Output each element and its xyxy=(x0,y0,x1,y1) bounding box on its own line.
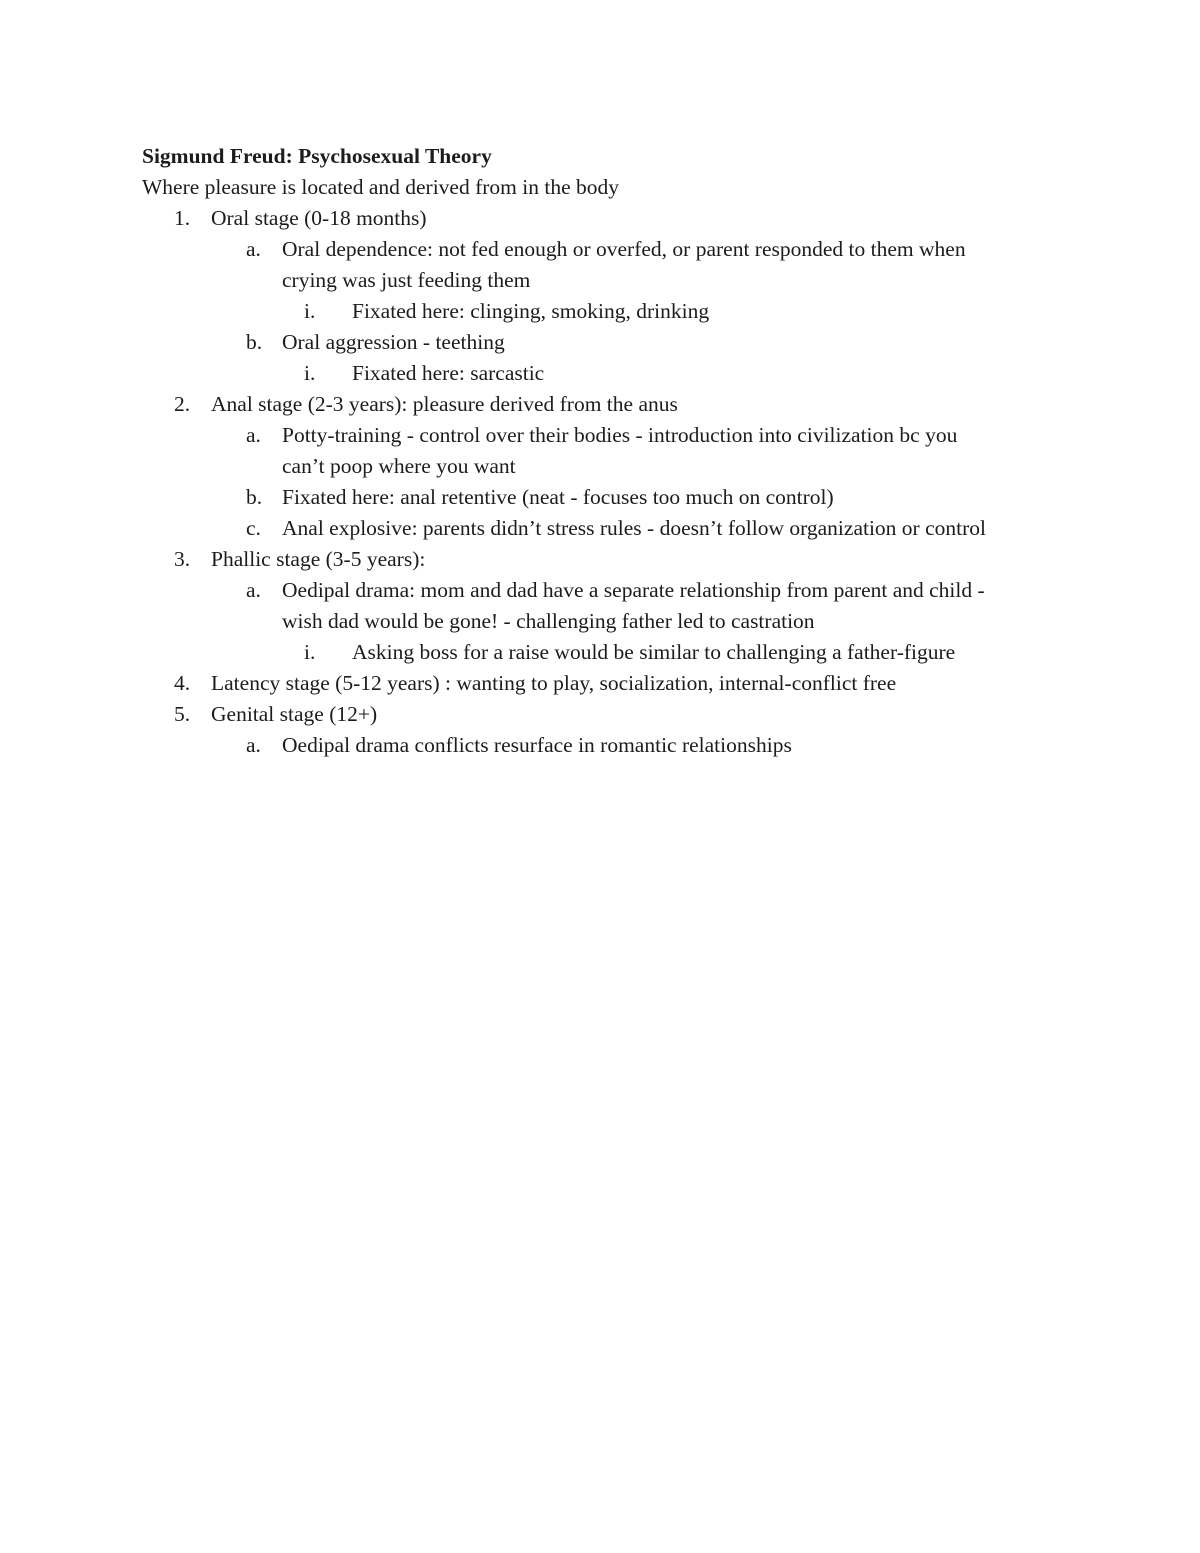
list-marker: 4. xyxy=(174,671,191,695)
list-item: Oral aggression - teething xyxy=(282,330,505,354)
list-item: Oral dependence: not fed enough or overfed, or parent responded to them when xyxy=(282,237,966,261)
list-marker: a. xyxy=(246,237,261,261)
list-item: Anal explosive: parents didn’t stress rules - doesn’t follow organization or control xyxy=(282,516,986,540)
list-item: Latency stage (5-12 years) : wanting to play, socialization, internal-conflict free xyxy=(211,671,897,695)
list-item: Anal stage (2-3 years): pleasure derived from the anus xyxy=(211,392,678,416)
list-item: Genital stage (12+) xyxy=(211,702,378,726)
list-item: Asking boss for a raise would be similar to challenging a father-figure xyxy=(352,640,956,664)
document-title: Sigmund Freud: Psychosexual Theory xyxy=(142,144,492,168)
list-item: Oral stage (0-18 months) xyxy=(211,206,427,230)
list-marker: b. xyxy=(246,485,263,509)
list-marker: 3. xyxy=(174,547,191,571)
list-item: Oedipal drama conflicts resurface in romantic relationships xyxy=(282,733,792,757)
list-item: Oedipal drama: mom and dad have a separate relationship from parent and child - xyxy=(282,578,985,602)
list-item: Potty-training - control over their bodies - introduction into civilization bc you xyxy=(282,423,958,447)
list-item-continuation: can’t poop where you want xyxy=(282,454,516,478)
list-marker: i. xyxy=(304,299,316,323)
list-marker: i. xyxy=(304,361,316,385)
list-marker: a. xyxy=(246,423,261,447)
list-marker: c. xyxy=(246,516,261,540)
list-marker: 1. xyxy=(174,206,191,230)
list-marker: 5. xyxy=(174,702,191,726)
list-item-continuation: wish dad would be gone! - challenging father led to castration xyxy=(282,609,815,633)
list-item: Fixated here: sarcastic xyxy=(352,361,545,385)
list-marker: i. xyxy=(304,640,316,664)
list-item: Phallic stage (3-5 years): xyxy=(211,547,426,571)
list-marker: 2. xyxy=(174,392,191,416)
list-marker: a. xyxy=(246,578,261,602)
list-marker: b. xyxy=(246,330,263,354)
document-subtitle: Where pleasure is located and derived from in the body xyxy=(142,175,619,199)
list-item: Fixated here: clinging, smoking, drinking xyxy=(352,299,710,323)
list-item: Fixated here: anal retentive (neat - focuses too much on control) xyxy=(282,485,834,509)
list-marker: a. xyxy=(246,733,261,757)
list-item-continuation: crying was just feeding them xyxy=(282,268,531,292)
